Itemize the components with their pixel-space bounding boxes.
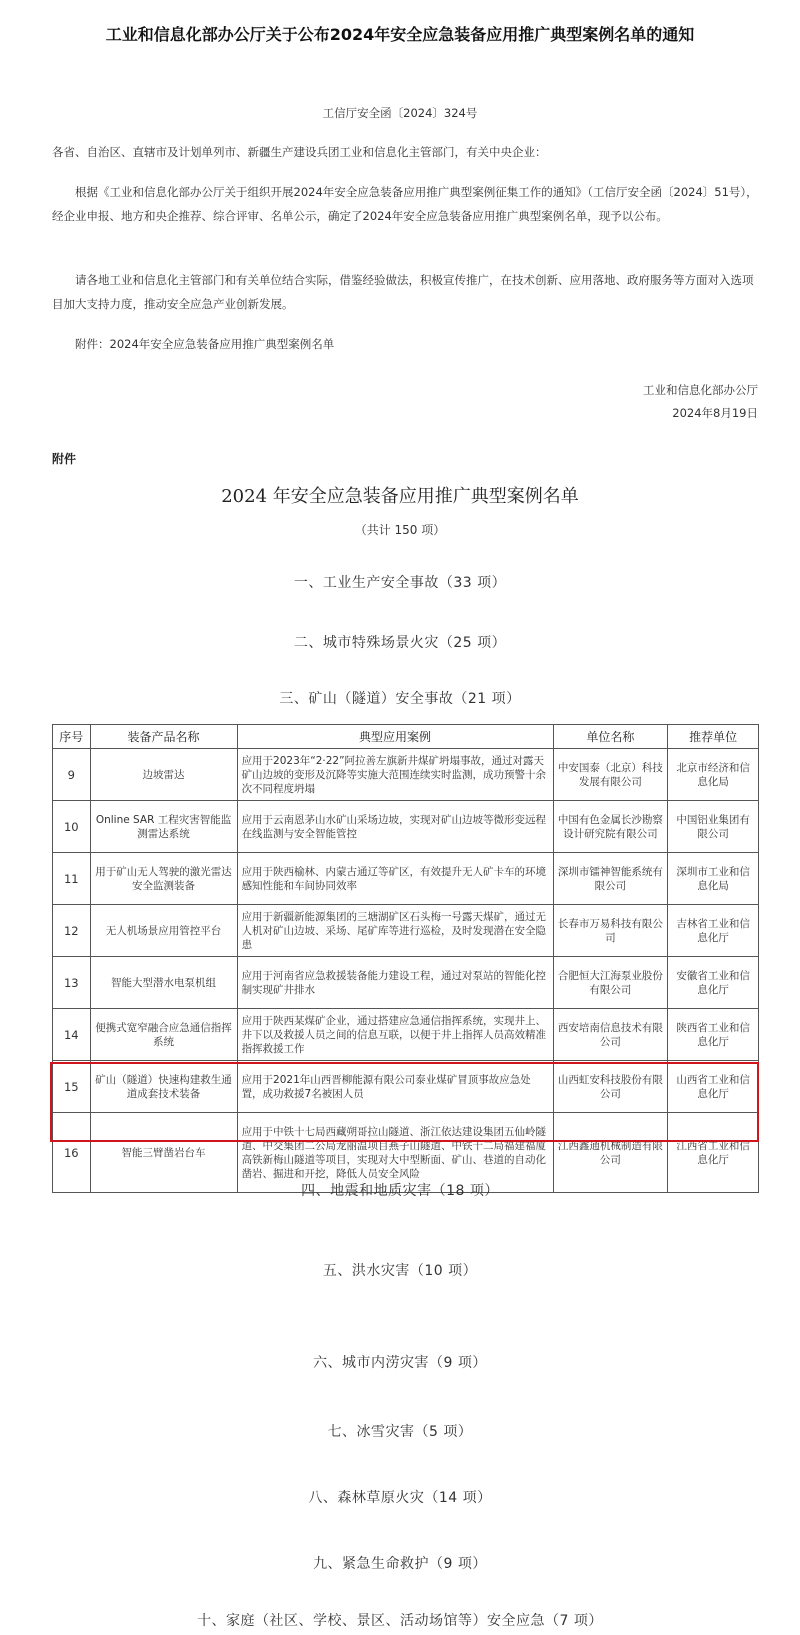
section-heading: 十、家庭（社区、学校、景区、活动场馆等）安全应急（7 项） bbox=[197, 1613, 603, 1629]
cell-no: 15 bbox=[53, 1061, 91, 1113]
header-no: 序号 bbox=[53, 725, 91, 749]
section-heading: 八、森林草原火灾（14 项） bbox=[308, 1490, 492, 1506]
cell-product: 无人机场景应用管控平台 bbox=[90, 905, 237, 957]
section-heading: 三、矿山（隧道）安全事故（21 项） bbox=[279, 691, 521, 707]
cell-no: 10 bbox=[53, 801, 91, 853]
addressee: 各省、自治区、直辖市及计划单列市、新疆生产建设兵团工业和信息化主管部门，有关中央企业： bbox=[52, 145, 547, 159]
body-paragraph-2: 请各地工业和信息化主管部门和有关单位结合实际，借鉴经验做法，积极宣传推广，在技术创新、应用落地、政府服务等方面对入选项目加大支持力度，推动安全应急产业创新发展。 bbox=[52, 273, 754, 311]
cell-recommender: 安徽省工业和信息化厅 bbox=[668, 957, 759, 1009]
cell-product: 智能大型潜水电泵机组 bbox=[90, 957, 237, 1009]
section-heading: 五、洪水灾害（10 项） bbox=[322, 1263, 478, 1279]
cell-recommender: 北京市经济和信息化局 bbox=[668, 749, 759, 801]
section-heading: 九、紧急生命救护（9 项） bbox=[313, 1556, 487, 1572]
cell-product: 智能三臂凿岩台车 bbox=[90, 1113, 237, 1193]
cell-product: 边坡雷达 bbox=[90, 749, 237, 801]
cell-unit: 中安国泰（北京）科技发展有限公司 bbox=[553, 749, 668, 801]
cell-unit: 中国有色金属长沙勘察设计研究院有限公司 bbox=[553, 801, 668, 853]
issuer: 工业和信息化部办公厅 bbox=[643, 383, 758, 397]
page-title: 工业和信息化部办公厅关于公布2024年安全应急装备应用推广典型案例名单的通知 bbox=[105, 25, 695, 44]
section-heading: 六、城市内涝灾害（9 项） bbox=[313, 1355, 487, 1371]
annex-title: 2024 年安全应急装备应用推广典型案例名单 bbox=[221, 486, 579, 507]
cell-case: 应用于中铁十七局西藏朔哥拉山隧道、浙江依达建设集团五仙岭隧道、中交集团二公局龙丽温项目燕子山隧道、中铁十二局福建福厦高铁新梅山隧道等项目，实现对大中型断面、矿山、巷道的自动化凿岩、掘进和开挖，降低人员安全风险 bbox=[237, 1113, 553, 1193]
cell-recommender: 江西省工业和信息化厅 bbox=[668, 1113, 759, 1193]
cell-case: 应用于新疆新能源集团的三塘湖矿区石头梅一号露天煤矿，通过无人机对矿山边坡、采场、尾矿库等进行巡检，及时发现潜在安全隐患 bbox=[237, 905, 553, 957]
cell-no: 13 bbox=[53, 957, 91, 1009]
table-row bbox=[53, 905, 759, 957]
cell-recommender: 吉林省工业和信息化厅 bbox=[668, 905, 759, 957]
cell-recommender: 陕西省工业和信息化厅 bbox=[668, 1009, 759, 1061]
cell-unit: 合肥恒大江海泵业股份有限公司 bbox=[553, 957, 668, 1009]
cell-no: 14 bbox=[53, 1009, 91, 1061]
cell-case: 应用于2021年山西晋柳能源有限公司泰业煤矿冒顶事故应急处置，成功救援7名被困人员 bbox=[237, 1061, 553, 1113]
annex-count: （共计 150 项） bbox=[354, 523, 446, 537]
header-case: 典型应用案例 bbox=[237, 725, 553, 749]
cell-case: 应用于陕西榆林、内蒙古通辽等矿区，有效提升无人矿卡车的环境感知性能和车间协同效率 bbox=[237, 853, 553, 905]
cell-product: 矿山（隧道）快速构建救生通道成套技术装备 bbox=[90, 1061, 237, 1113]
section-heading: 二、城市特殊场景火灾（25 项） bbox=[293, 635, 507, 651]
case-table bbox=[52, 724, 759, 1193]
cell-no: 12 bbox=[53, 905, 91, 957]
cell-product: 用于矿山无人驾驶的激光雷达安全监测装备 bbox=[90, 853, 237, 905]
table-row bbox=[53, 853, 759, 905]
table-row bbox=[53, 1009, 759, 1061]
attachment-note: 附件：2024年安全应急装备应用推广典型案例名单 bbox=[75, 337, 335, 351]
cell-unit: 山西虹安科技股份有限公司 bbox=[553, 1061, 668, 1113]
header-unit: 单位名称 bbox=[553, 725, 668, 749]
cell-recommender: 山西省工业和信息化厅 bbox=[668, 1061, 759, 1113]
table-row bbox=[53, 749, 759, 801]
cell-case: 应用于云南恩茅山水矿山采场边坡，实现对矿山边坡等微形变远程在线监测与安全智能管控 bbox=[237, 801, 553, 853]
cell-no: 9 bbox=[53, 749, 91, 801]
cell-unit: 西安培南信息技术有限公司 bbox=[553, 1009, 668, 1061]
header-recommender: 推荐单位 bbox=[668, 725, 759, 749]
table-row bbox=[53, 1061, 759, 1113]
table-row bbox=[53, 957, 759, 1009]
cell-no: 11 bbox=[53, 853, 91, 905]
issue-date: 2024年8月19日 bbox=[672, 406, 758, 420]
cell-product: 便携式宽窄融合应急通信指挥系统 bbox=[90, 1009, 237, 1061]
table-row bbox=[53, 801, 759, 853]
document-number: 工信厅安全函〔2024〕324号 bbox=[322, 106, 478, 120]
section-heading: 一、工业生产安全事故（33 项） bbox=[293, 575, 507, 591]
section-heading: 四、地震和地质灾害（18 项） bbox=[301, 1183, 499, 1199]
cell-case: 应用于陕西某煤矿企业，通过搭建应急通信指挥系统，实现井上、井下以及救援人员之间的信息互联，以便于井上指挥人员高效精准指挥救援工作 bbox=[237, 1009, 553, 1061]
cell-unit: 深圳市镭神智能系统有限公司 bbox=[553, 853, 668, 905]
cell-case: 应用于2023年“2·22”阿拉善左旗新井煤矿坍塌事故，通过对露天矿山边坡的变形及沉降等实施大范围连续实时监测，成功预警十余次不同程度坍塌 bbox=[237, 749, 553, 801]
body-paragraph-1: 根据《工业和信息化部办公厅关于组织开展2024年安全应急装备应用推广典型案例征集工作的通知》（工信厅安全函〔2024〕51号），经企业申报、地方和央企推荐、综合评审、名单公示，确定了2024年安全应急装备应用推广典型案例名单，现予以公布。 bbox=[52, 185, 758, 223]
cell-recommender: 中国铝业集团有限公司 bbox=[668, 801, 759, 853]
header-product: 装备产品名称 bbox=[90, 725, 237, 749]
cell-product: Online SAR 工程灾害智能监测雷达系统 bbox=[90, 801, 237, 853]
cell-recommender: 深圳市工业和信息化局 bbox=[668, 853, 759, 905]
annex-label: 附件 bbox=[52, 452, 77, 466]
table-header-row bbox=[53, 725, 759, 749]
cell-unit: 长春市万易科技有限公司 bbox=[553, 905, 668, 957]
section-heading: 七、冰雪灾害（5 项） bbox=[327, 1424, 473, 1440]
cell-unit: 江西鑫通机械制造有限公司 bbox=[553, 1113, 668, 1193]
cell-no: 16 bbox=[53, 1113, 91, 1193]
cell-case: 应用于河南省应急救援装备能力建设工程，通过对泵站的智能化控制实现矿井排水 bbox=[237, 957, 553, 1009]
